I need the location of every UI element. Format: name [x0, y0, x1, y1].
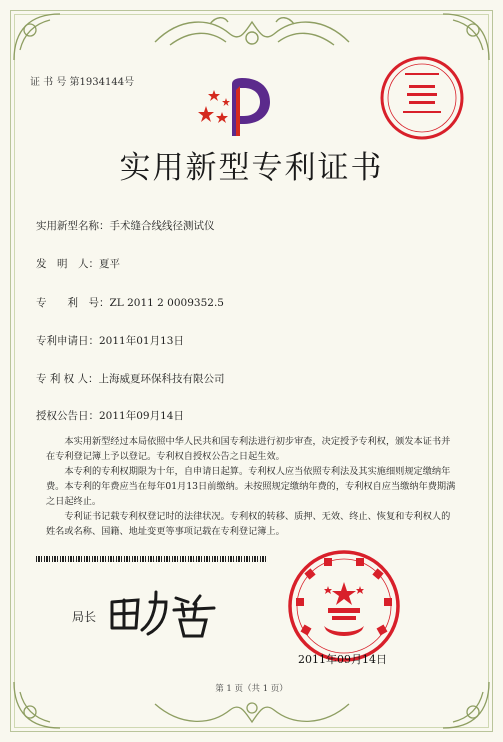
certificate-body	[46, 434, 456, 539]
field-label: 专 利 权 人：	[36, 373, 99, 385]
field-value: 上海威夏环保科技有限公司	[98, 373, 225, 385]
field-value: 2011年09月14日	[99, 410, 184, 422]
body-paragraph-legal-status: 专利证书记载专利权登记时的法律状况。专利权的转移、质押、无效、终止、恢复和专利权人的姓名或名称、国籍、地址变更等事项记载在专利登记簿上。	[46, 511, 451, 537]
certificate-title: 实用新型专利证书	[119, 150, 384, 186]
seal-date: 2011年09月14日	[298, 653, 387, 666]
field-application-date	[36, 333, 184, 348]
national-ip-administration-seal-icon	[286, 548, 402, 664]
bottom-ornament-icon	[150, 696, 354, 732]
field-label: 专 利 号：	[36, 297, 110, 309]
top-ornament-icon	[150, 12, 354, 54]
corner-ornament-bottom-right-icon	[433, 672, 493, 732]
director-signature	[104, 588, 224, 640]
field-patentee	[36, 371, 225, 386]
field-label: 专利申请日：	[36, 335, 99, 347]
page-footer: 第 1 页（共 1 页）	[215, 684, 288, 694]
patent-agency-seal-icon	[379, 55, 465, 141]
field-utility-model-name	[36, 218, 215, 233]
patent-office-logo-icon	[196, 76, 272, 140]
barcode	[36, 556, 268, 562]
field-value: 2011年01月13日	[99, 335, 184, 347]
director-label: 局长	[72, 610, 97, 624]
field-value: 手术缝合线线径测试仪	[109, 220, 215, 232]
certificate-number: 证 书 号 第1934144号	[30, 77, 135, 88]
field-value: 夏平	[99, 258, 120, 270]
field-inventor	[36, 256, 120, 271]
corner-ornament-top-left-icon	[10, 10, 70, 70]
field-label: 发 明 人：	[36, 258, 99, 270]
field-label: 实用新型名称：	[36, 220, 110, 232]
body-paragraph-term: 本专利的专利权期限为十年，自申请日起算。专利权人应当依照专利法及其实施细则规定缴纳年费。本专利的年费应当在每年01月13日前缴纳。未按照规定缴纳年费的，专利权自应当缴纳年费期满之日起终止。	[46, 466, 456, 507]
field-announcement-date	[36, 408, 184, 423]
field-label: 授权公告日：	[36, 410, 99, 422]
body-paragraph-grant: 本实用新型经过本局依照中华人民共和国专利法进行初步审查，决定授予专利权，颁发本证书并在专利登记簿上予以登记。专利权自授权公告之日起生效。	[46, 436, 451, 462]
field-value: ZL 2011 2 0009352.5	[109, 297, 224, 309]
corner-ornament-bottom-left-icon	[10, 672, 70, 732]
field-patent-number	[36, 295, 224, 310]
